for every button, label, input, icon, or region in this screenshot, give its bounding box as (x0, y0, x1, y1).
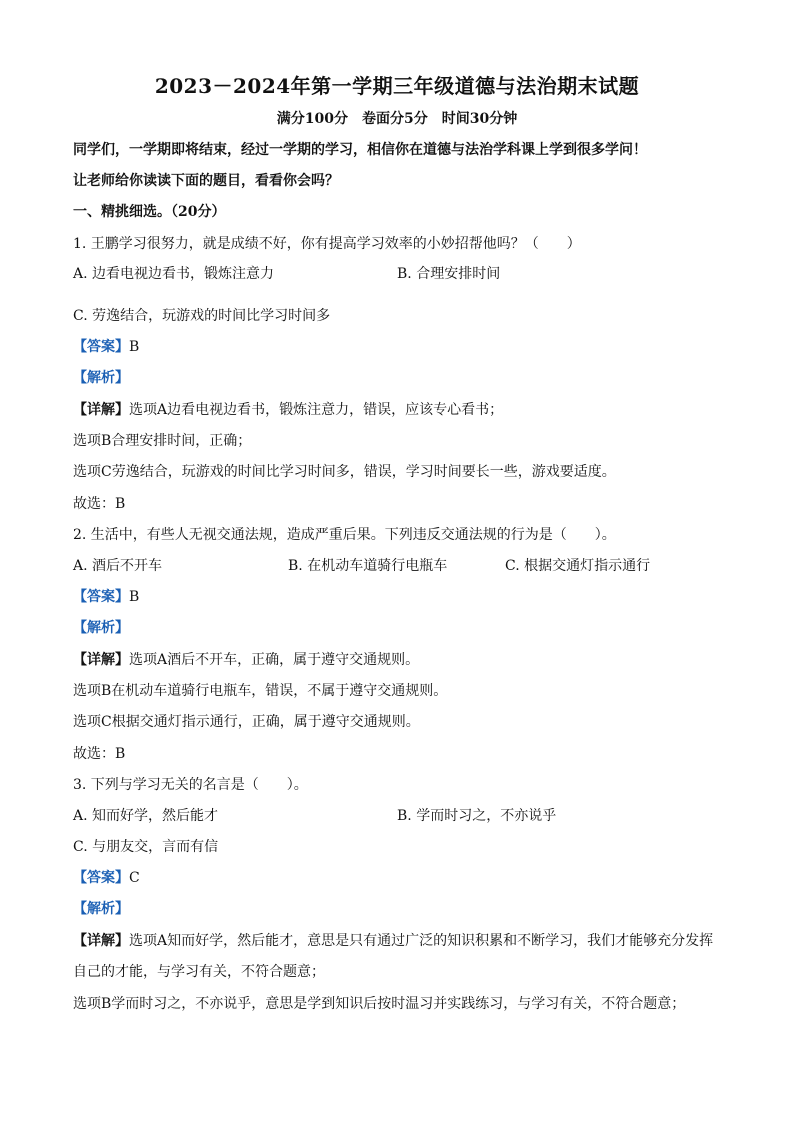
detail-text: 选项A酒后不开车，正确，属于遵守交通规则。 (129, 652, 420, 668)
answer-tag: 【答案】 (73, 870, 129, 886)
question-2-detail-3: 选项C根据交通灯指示通行，正确，属于遵守交通规则。 (73, 714, 420, 730)
answer-value: B (129, 339, 140, 355)
question-3-answer (73, 868, 140, 888)
question-1-option-b: B. 合理安排时间 (397, 266, 501, 282)
question-1-choice: 故选：B (73, 496, 126, 512)
section-heading: 一、精挑细选。（20分） (73, 204, 226, 220)
question-3-option-a: A. 知而好学，然后能才 (73, 808, 219, 824)
intro-line-1: 同学们，一学期即将结束，经过一学期的学习，相信你在道德与法治学科课上学到很多学问！ (73, 142, 647, 158)
question-2-option-b: B. 在机动车道骑行电瓶车 (288, 558, 448, 574)
detail-tag: 【详解】 (73, 652, 129, 668)
question-1-stem: 1. 王鹏学习很努力，就是成绩不好，你有提高学习效率的小妙招帮他吗？（ ） (73, 236, 581, 252)
question-1-option-c: C. 劳逸结合，玩游戏的时间比学习时间多 (73, 308, 331, 324)
question-1-detail-2: 选项B合理安排时间，正确； (73, 433, 252, 449)
question-3-option-c: C. 与朋友交，言而有信 (73, 839, 219, 855)
question-1-detail-3: 选项C劳逸结合，玩游戏的时间比学习时间多，错误，学习时间要长一些，游戏要适度。 (73, 464, 616, 480)
question-1-option-a: A. 边看电视边看书，锻炼注意力 (73, 266, 275, 282)
exam-info: 满分100分 卷面分5分 时间30分钟 (276, 111, 518, 127)
question-3-detail-2: 选项B学而时习之，不亦说乎，意思是学到知识后按时温习并实践练习，与学习有关，不符合题意； (73, 996, 686, 1012)
question-2-option-a: A. 酒后不开车 (73, 558, 163, 574)
question-1-answer (73, 337, 139, 357)
question-2-detail-1 (73, 650, 419, 670)
detail-tag: 【详解】 (73, 402, 129, 418)
detail-text: 选项A边看电视边看书，锻炼注意力，错误，应该专心看书； (129, 402, 504, 418)
question-3-analysis-tag: 【解析】 (73, 901, 129, 917)
detail-tag: 【详解】 (73, 933, 129, 949)
question-3-stem: 3. 下列与学习无关的名言是（ ）。 (73, 777, 308, 793)
question-2-analysis-tag: 【解析】 (73, 620, 129, 636)
question-3-detail-1-cont: 自己的才能，与学习有关，不符合题意； (73, 964, 325, 980)
question-2-answer (73, 587, 139, 607)
detail-text: 选项A知而好学，然后能才，意思是只有通过广泛的知识积累和不断学习，我们才能够充分发挥 (129, 933, 714, 949)
question-1-analysis-tag: 【解析】 (73, 370, 129, 386)
question-2-detail-2: 选项B在机动车道骑行电瓶车，错误，不属于遵守交通规则。 (73, 683, 448, 699)
answer-tag: 【答案】 (73, 589, 129, 605)
question-2-choice: 故选：B (73, 746, 126, 762)
answer-tag: 【答案】 (73, 339, 129, 355)
question-2-stem: 2. 生活中，有些人无视交通法规，造成严重后果。下列违反交通法规的行为是（ ）。 (73, 527, 616, 543)
question-2-option-c: C. 根据交通灯指示通行 (505, 558, 651, 574)
intro-line-2: 让老师给你读读下面的题目，看看你会吗？ (73, 173, 339, 189)
question-3-option-b: B. 学而时习之，不亦说乎 (397, 808, 557, 824)
question-1-detail-1 (73, 400, 503, 420)
answer-value: C (129, 870, 140, 886)
page-title: 2023－2024年第一学期三年级道德与法治期末试题 (154, 74, 640, 98)
answer-value: B (129, 589, 140, 605)
question-3-detail-1 (73, 931, 713, 951)
